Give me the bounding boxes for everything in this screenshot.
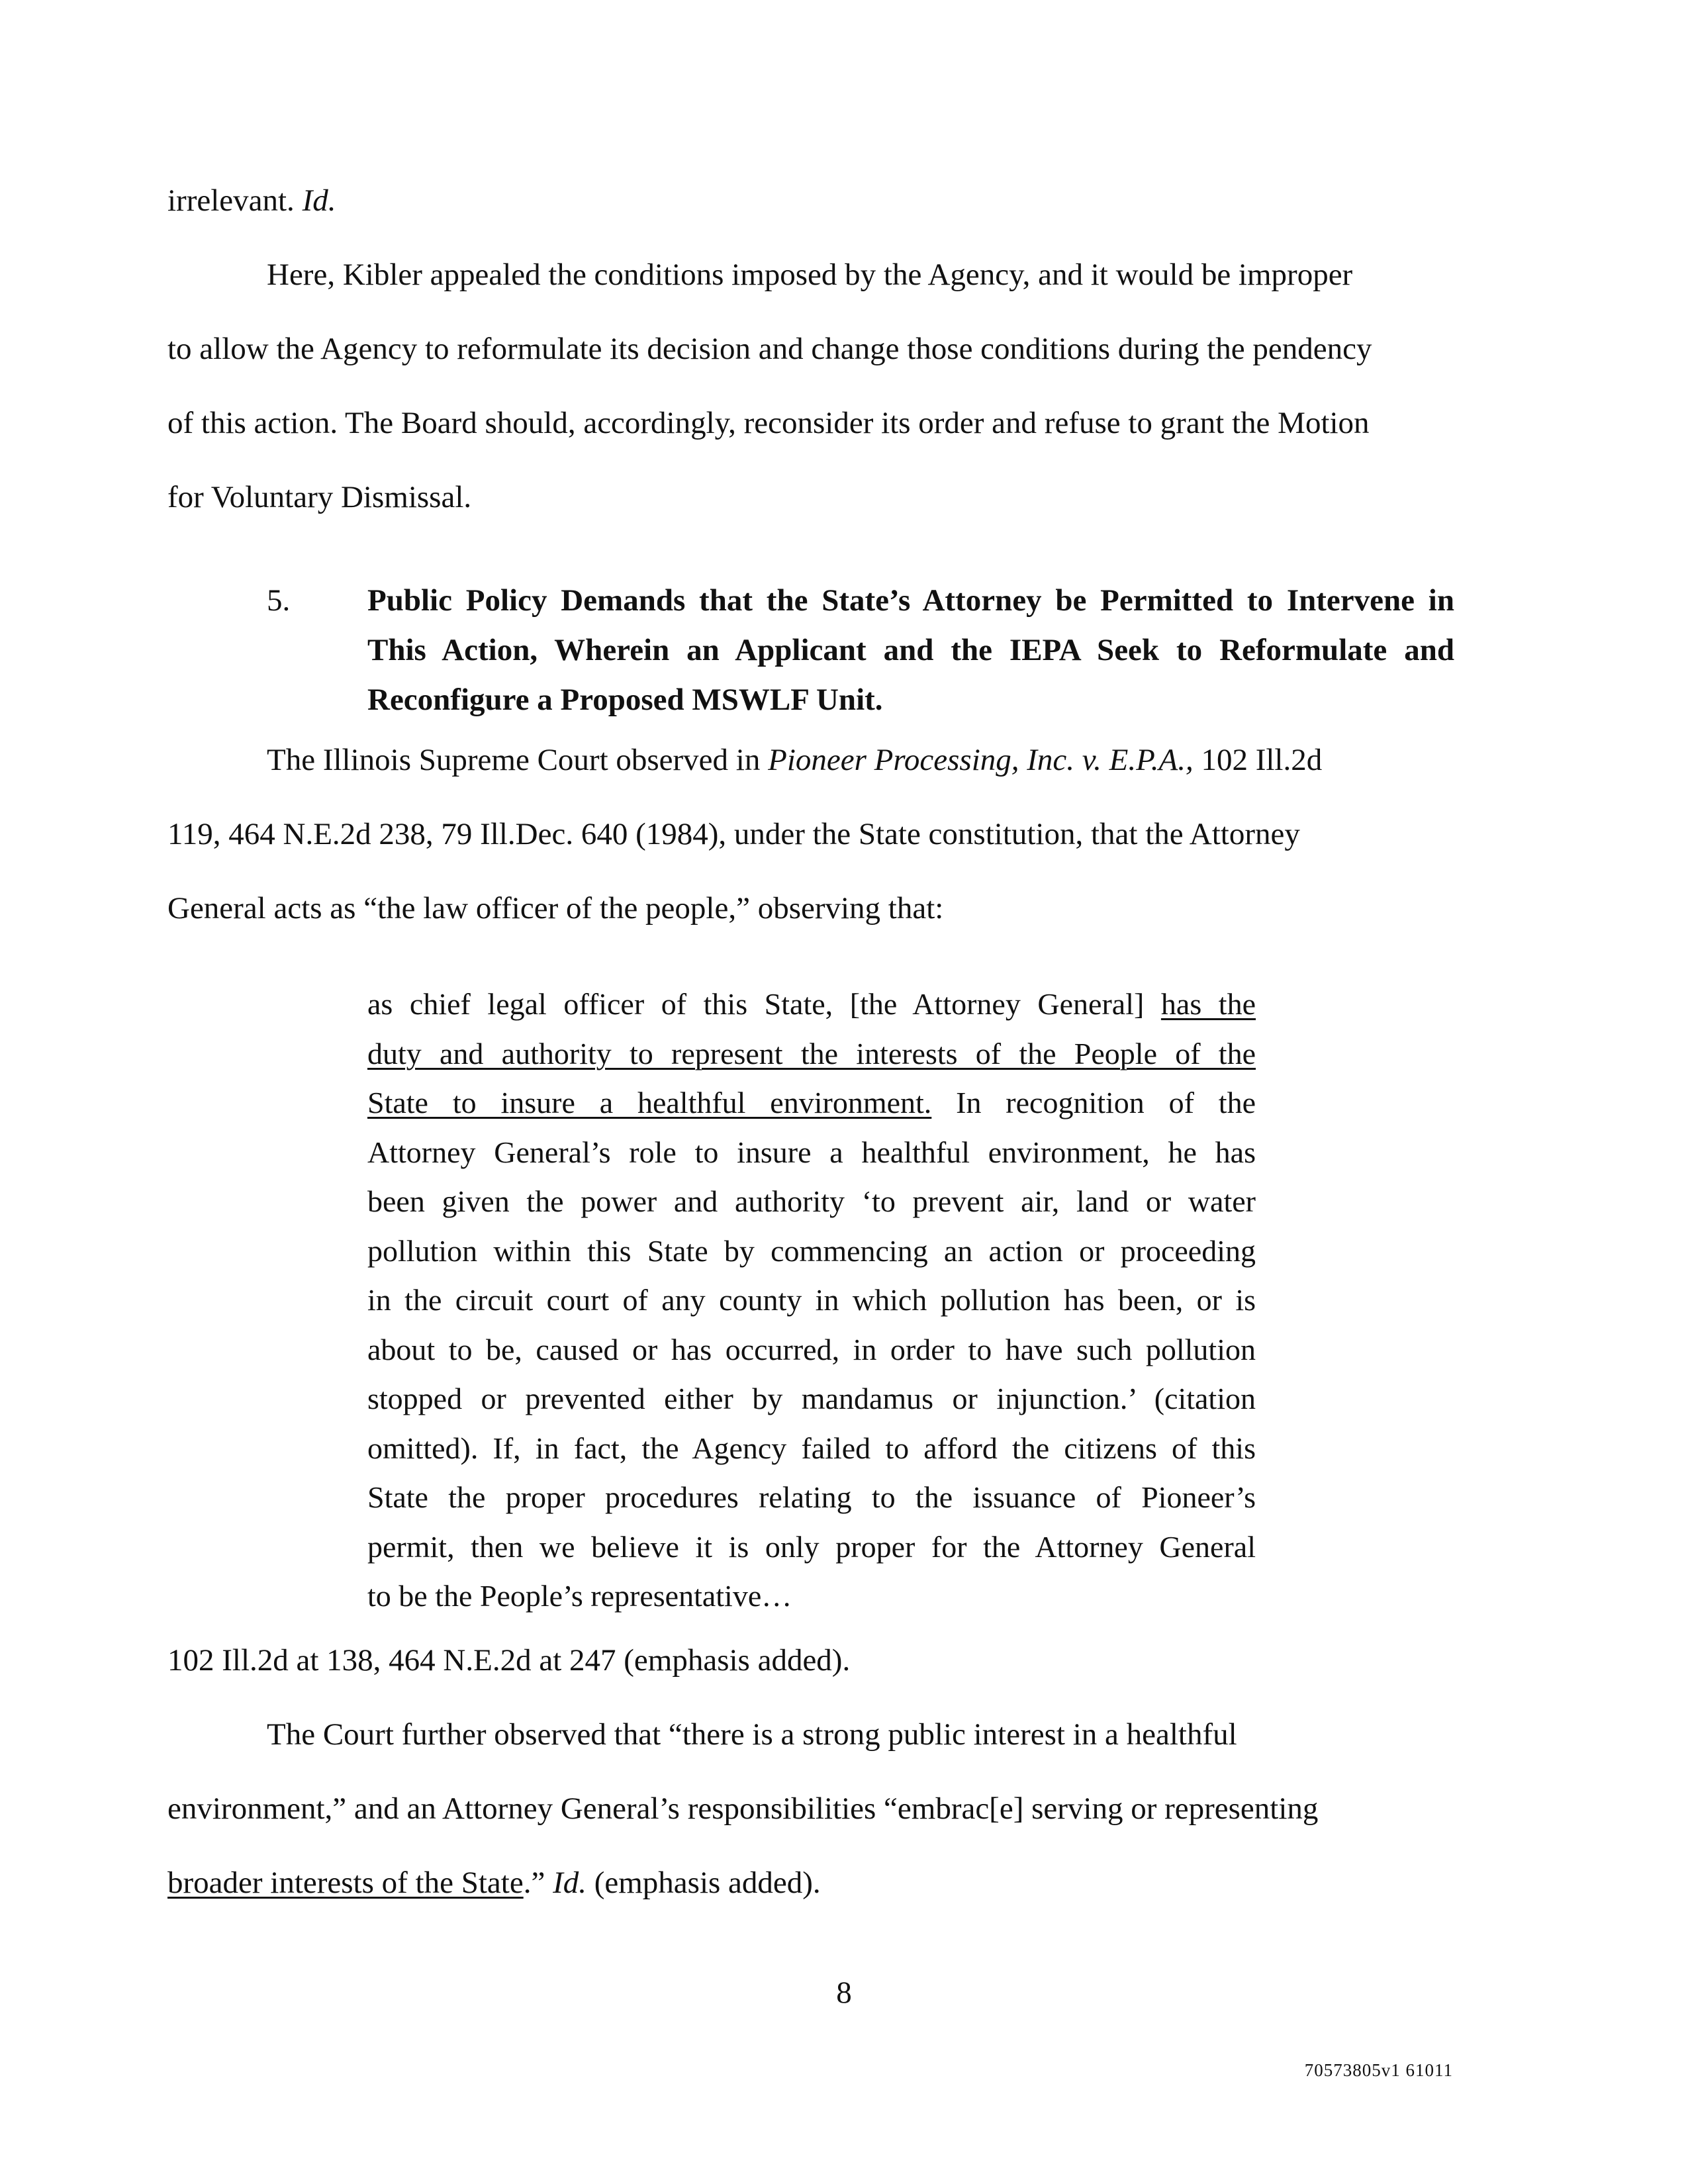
id-citation: Id. [302,183,336,218]
section-heading-line-3: Reconfigure a Proposed MSWLF Unit. [367,683,883,717]
quote-line-12: permit, then we believe it is only proper for the Attorney General [367,1529,1256,1564]
case-reporter: 102 Ill.2d [1201,743,1323,777]
quote-line-2 [367,1029,1256,1079]
quote-citation: 102 Ill.2d at 138, 464 N.E.2d at 247 (emphasis added). [167,1643,851,1678]
quote-line-4: Attorney General’s role to insure a healthful environment, he has [367,1135,1256,1169]
block-quote [367,980,1256,1621]
quote-line-8: about to be, caused or has occurred, in order to have such pollution [367,1332,1256,1366]
opening-text: irrelevant. [167,183,295,218]
quote-line-13: to be the People’s representative… [367,1579,792,1613]
paragraph-2-line-3: General acts as “the law officer of the people,” observing that: [167,891,944,926]
quote-line-5: been given the power and authority ‘to prevent air, land or water [367,1184,1256,1218]
page-number: 8 [836,1975,852,2010]
quote-line-1-text: as chief legal officer of this State, [the Attorney General] [367,987,1145,1021]
section-heading [367,576,1454,725]
id-citation-2: Id. [553,1866,586,1900]
quote-line-10: omitted). If, in fact, the Agency failed to afford the citizens of this [367,1431,1256,1465]
opening-line [167,181,336,220]
quote-line-1 [367,980,1256,1029]
quote-line-3 [367,1078,1256,1128]
quote-line-7: in the circuit court of any county in which pollution has been, or is [367,1283,1256,1317]
paragraph-1-line-4: for Voluntary Dismissal. [167,480,472,514]
paragraph-3-emphasis: broader interests of the State [167,1866,524,1900]
paragraph-3-closing-quote: .” [523,1866,545,1900]
paragraph-3-line-3 [167,1863,821,1903]
section-heading-line-1: Public Policy Demands that the State’s Attorney be Permitted to Intervene in [367,583,1454,618]
paragraph-1-line-2: to allow the Agency to reformulate its decision and change those conditions during the pendency [167,332,1372,366]
quote-line-6: pollution within this State by commencing an action or proceeding [367,1233,1256,1268]
quote-line-11: State the proper procedures relating to the issuance of Pioneer’s [367,1480,1256,1514]
quote-emphasis-1: has the [1160,987,1256,1021]
quote-emphasis-3: State to insure a healthful environment. [367,1086,932,1119]
paragraph-3-emphasis-note: (emphasis added). [594,1866,821,1900]
paragraph-3-line-2: environment,” and an Attorney General’s responsibilities “embrac[e] serving or representing [167,1791,1319,1826]
paragraph-1-line-3: of this action. The Board should, accordingly, reconsider its order and refuse to grant the Motion [167,406,1370,440]
paragraph-2-intro: The Illinois Supreme Court observed in [267,743,761,777]
quote-line-3-text: In recognition of the [956,1086,1256,1119]
section-number: 5. [267,583,291,618]
document-id: 70573805v1 61011 [1304,2060,1453,2080]
paragraph-1-line-1: Here, Kibler appealed the conditions imposed by the Agency, and it would be improper [267,258,1353,292]
case-name: Pioneer Processing, Inc. v. E.P.A., [768,743,1194,777]
quote-emphasis-2: duty and authority to represent the interests of the People of the [367,1036,1256,1070]
section-heading-line-2: This Action, Wherein an Applicant and the IEPA Seek to Reformulate and [367,633,1454,667]
paragraph-3-line-1: The Court further observed that “there is a strong public interest in a healthful [267,1717,1237,1752]
paragraph-2-line-2: 119, 464 N.E.2d 238, 79 Ill.Dec. 640 (1984), under the State constitution, that the Attorney [167,817,1300,851]
paragraph-2-line-1 [267,740,1322,780]
quote-line-9: stopped or prevented either by mandamus or injunction.’ (citation [367,1382,1256,1415]
